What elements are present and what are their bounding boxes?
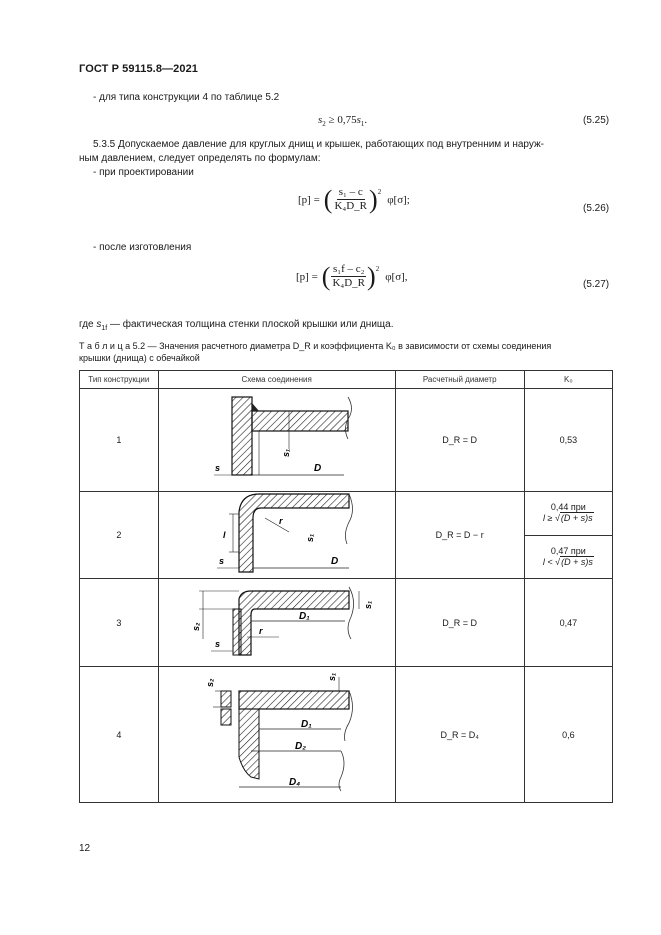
row2-label-l: l (222, 530, 226, 540)
equation-number-5-27: (5.27) (583, 279, 610, 290)
row4-label-s2: s₂ (204, 678, 215, 687)
row3-label-s: s (214, 639, 220, 649)
header-k0: K₀ (524, 371, 612, 389)
table-row (80, 579, 613, 667)
table-caption (79, 340, 613, 364)
row4-type: 4 (80, 667, 159, 803)
row3-label-s1: s₁ (362, 600, 373, 609)
table-5-2 (79, 370, 613, 803)
paragraph-5-3-5-line2: ным давлением, следует определять по формулам: (79, 153, 321, 164)
row3-scheme-drawing (159, 579, 395, 664)
row4-label-D4: D₄ (288, 777, 300, 788)
equation-5-25: $s_2 \ge 0,75s_1$. (318, 114, 368, 129)
row4-flat-cover (239, 691, 349, 709)
row3-k0: 0,47 (524, 579, 612, 667)
document-header: ГОСТ Р 59115.8—2021 (79, 63, 199, 75)
after-manufacture-label: - после изготовления (93, 242, 192, 253)
equation-number-5-26: (5.26) (583, 203, 610, 214)
row4-shell (239, 709, 259, 779)
row2-label-r: r (278, 516, 283, 526)
row1-k0: 0,53 (524, 389, 612, 492)
row2-diameter: D_R = D − r (395, 492, 524, 579)
row2-k0-a (524, 492, 612, 536)
header-diameter: Расчетный диаметр (395, 371, 524, 389)
row2-k0-b-condition: l < √(D + s)s (542, 556, 593, 567)
design-label: - при проектировании (93, 167, 194, 178)
equation-number-5-25: (5.25) (583, 115, 610, 126)
row3-type: 3 (80, 579, 159, 667)
page-number: 12 (79, 843, 91, 854)
row3-label-r: r (258, 626, 263, 636)
table-header-row (80, 371, 613, 389)
row2-k0-b (524, 535, 612, 579)
row3-shell (233, 609, 241, 655)
row1-scheme-drawing (159, 389, 395, 489)
row4-scheme-drawing (159, 667, 395, 800)
row2-scheme (158, 492, 395, 579)
equation-5-27: [p] = ( $\frac{\text{s₁f – c₂}}{\text{K₄D\_R}}$ ) $^2$ φ[σ], (296, 261, 408, 291)
table-caption-line1: Т а б л и ц а 5.2 — Значения расчетного диаметра D_R и коэффициента K₀ в зависимости от схемы соединения (79, 341, 552, 351)
row4-flange (221, 691, 231, 707)
row1-label-s1: s₁ (280, 448, 291, 457)
row1-label-D: D (313, 463, 321, 474)
row1-cover-plate (232, 397, 252, 475)
row3-label-s2: s₂ (190, 622, 201, 631)
equation-5-26: [p] = ( $\frac{\text{s₁ – c}}{\text{K₄D\_R}}$ ) $^2$ φ[σ]; (298, 184, 410, 214)
row3-scheme (158, 579, 395, 667)
row3-label-D1: D₁ (298, 611, 310, 622)
row2-scheme-drawing (159, 492, 395, 576)
table-row (80, 667, 613, 803)
row4-diameter: D_R = D₄ (395, 667, 524, 803)
row1-diameter: D_R = D (395, 389, 524, 492)
row3-flanged-cover (239, 591, 349, 655)
paragraph-5-3-5-line1: 5.3.5 Допускаемое давление для круглых днищ и крышек, работающих под внутренним и наруж- (93, 139, 544, 150)
row2-k0-a-condition: l ≥ √(D + s)s (543, 513, 593, 524)
row4-flange-lower (221, 709, 231, 725)
row4-k0: 0,6 (524, 667, 612, 803)
table-caption-line2: крышки (днища) с обечайкой (79, 353, 200, 363)
table-row (80, 389, 613, 492)
row3-diameter: D_R = D (395, 579, 524, 667)
header-type: Тип конструкции (80, 371, 159, 389)
row1-weld (252, 403, 259, 411)
header-scheme: Схема соединения (158, 371, 395, 389)
row2-k0-b-value: 0,47 при (550, 545, 586, 556)
row1-scheme (158, 389, 395, 492)
row2-type: 2 (80, 492, 159, 579)
row4-scheme (158, 667, 395, 803)
row2-label-s: s (218, 556, 224, 566)
row4-label-D2: D₂ (294, 741, 306, 752)
row1-shell-wall (252, 411, 348, 431)
intro-line: - для типа конструкции 4 по таблице 5.2 (93, 92, 280, 103)
table-row (80, 492, 613, 536)
row2-label-s1: s₁ (304, 533, 315, 542)
where-clause: где $s_{1f}$ — фактическая толщина стенки плоской крышки или днища. (79, 319, 394, 332)
row4-label-D1: D₁ (300, 719, 312, 730)
row2-k0-a-value: 0,44 при (550, 502, 586, 513)
row4-label-s1: s₁ (326, 672, 337, 681)
row1-label-s: s (214, 463, 220, 473)
row1-type: 1 (80, 389, 159, 492)
row2-label-D: D (330, 556, 338, 567)
